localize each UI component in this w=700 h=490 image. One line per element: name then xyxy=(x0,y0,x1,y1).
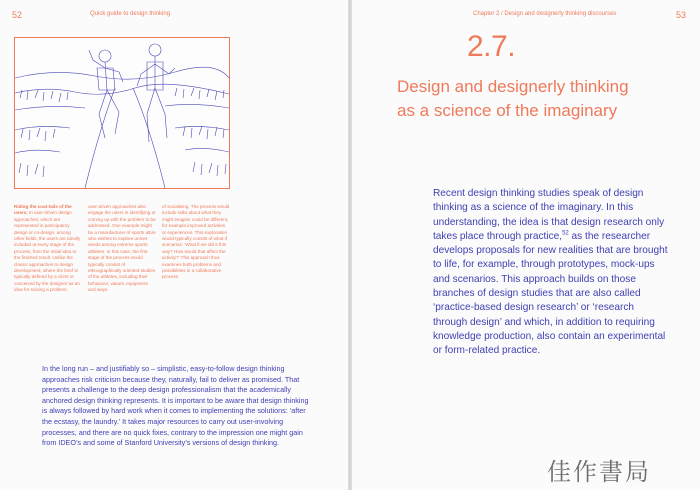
right-body-text xyxy=(433,187,668,359)
caption-text-1: In user-driven design approaches, which are represented in participatory design or co-design, among other fields, the users are ideally included at every stage of the process, from the initial idea to the finished result. Unlike the classic approaches to design development, where the brief is typically defined by a client or conceived by the designer as an idea for solving a problem, xyxy=(14,210,81,293)
right-body-part1: Recent design thinking studies speak of design thinking as a science of the imaginary. In this understanding, the idea is that design research only takes place through practice, xyxy=(433,188,665,242)
running-head-left: Quick guide to design thinking xyxy=(90,11,171,17)
runners-drawing xyxy=(15,38,229,188)
caption-column-3: of socialising. The process would include talks about what they might imagine could be different, for example improved activities or experiences. This exploration would typically consist of what-if scenarios: ‘What if we did it this way? How would that affect the activity?’ This approach thus examines both problems and possibilities in a collaborative process. xyxy=(162,204,230,280)
left-body-text: In the long run – and justifiably so – simplistic, easy-to-follow design thinking approaches risk criticism because they, naturally, fail to deliver as promised. That presents a challenge to the deep design professionalism that the academically anchored design thinking represents. It is important to be aware that design thinking is always followed by hard work when it comes to implementing the solutions: ‘after the ecstasy, the laundry.’ It takes major resources to carry out user-involving processes, and there are no quick fixes, contrary to the impression one might gain from IDEO’s and some of Stanford University’s versions of design thinking. xyxy=(42,364,309,448)
page-number-right: 53 xyxy=(676,10,687,20)
caption-column-1 xyxy=(14,204,82,294)
watermark: 佳作書局 xyxy=(547,458,651,486)
right-body-part2: as the researcher develops proposals for new realities that are brought to life, for example, through prototypes, mock-ups and scenarios. This approach builds on those branches of design studies that are also called ‘practice-based design research’ or ‘research through design’ and which, in addition to requiring knowledge production, also contain an experimental or form-related practice. xyxy=(433,230,668,357)
footnote-ref[interactable]: 52 xyxy=(562,230,569,237)
chapter-number: 2.7. xyxy=(467,30,516,63)
caption-column-2: user-driven approaches also engage the users in identifying or coming up with the problem to be addressed. One example might be a manufacturer of sports attire who wishes to explore unmet needs among extreme sports athletes. In this case, the first stage of the process would typically consist of ethnographically oriented studies of the athletes, including their behaviour, values, equipment and ways xyxy=(88,204,156,293)
running-head-right: Chapter 2 / Design and designerly thinking discourses xyxy=(473,11,617,17)
caption-lead: Riding the coat-tails of the users. xyxy=(14,204,72,216)
chapter-title: Design and designerly thinking as a science of the imaginary xyxy=(397,77,629,120)
book-gutter xyxy=(348,0,352,490)
runners-illustration xyxy=(14,37,230,189)
page-number-left: 52 xyxy=(12,10,23,20)
